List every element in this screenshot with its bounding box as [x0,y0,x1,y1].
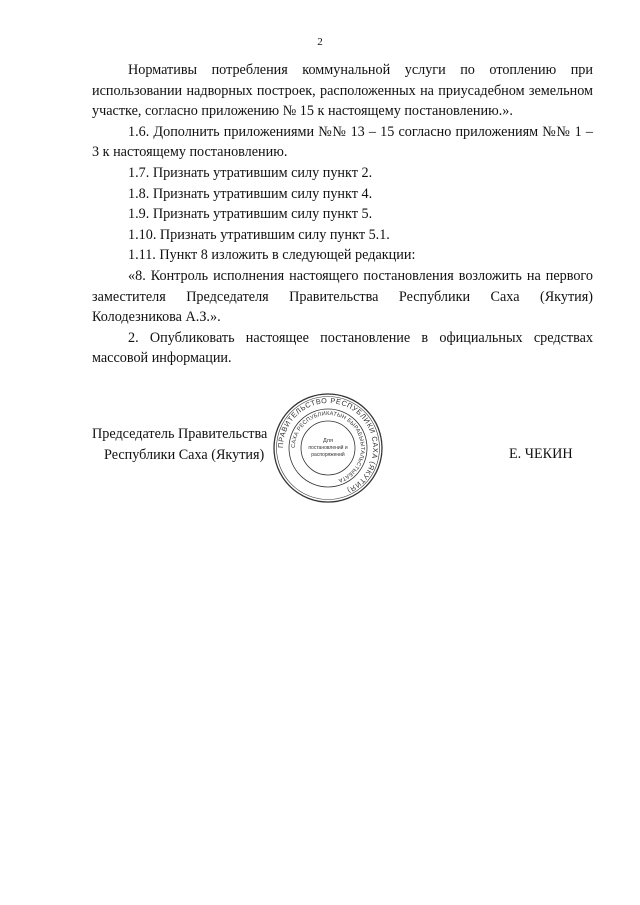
seal-outer-text: ПРАВИТЕЛЬСТВО РЕСПУБЛИКИ САХА (ЯКУТИЯ) [275,395,381,496]
paragraph-norms-heating: Нормативы потребления коммунальной услуги по отоплению при использовании надворных построек, расположенных на приусадебном земельном участке, согласно приложению № 15 к настоящему постановлению.». [92,62,593,120]
paragraph-1-9: 1.9. Признать утратившим силу пункт 5. [128,206,373,223]
paragraph-1-7: 1.7. Признать утратившим силу пункт 2. [128,164,373,181]
seal-center-line1: Для [323,438,333,444]
document-body [92,60,593,369]
official-seal-stamp [272,392,384,504]
signatory-title-line1: Председатель Правительства [92,426,268,442]
seal-center-line2: постановлений и [308,445,348,451]
seal-center-line3: распоряжений [311,452,345,458]
paragraph-2-publish: 2. Опубликовать настоящее постановление в официальных средствах массовой информации. [92,329,593,367]
paragraph-1-10: 1.10. Признать утратившим силу пункт 5.1. [128,226,390,243]
seal-inner-text: САХА РЕСПУБЛИКАТЫН БЫРАБЫЫТАЛЬСТЫБАТА [290,410,366,484]
paragraph-1-11: 1.11. Пункт 8 изложить в следующей редакции: [128,247,416,264]
seal-graphic [272,392,384,504]
signatory-name: Е. ЧЕКИН [509,446,573,462]
paragraph-1-8: 1.8. Признать утратившим силу пункт 4. [128,185,373,202]
paragraph-1-6: 1.6. Дополнить приложениями №№ 13 – 15 согласно приложениям №№ 1 – 3 к настоящему постановлению. [92,123,593,161]
page-number: 2 [317,36,323,48]
signatory-title-line2: Республики Саха (Якутия) [104,446,265,463]
paragraph-8-control: «8. Контроль исполнения настоящего постановления возложить на первого заместителя Председателя Правительства Республики Саха (Якутия) Колодезникова А.З.». [92,267,593,326]
signatory-title [92,424,267,465]
